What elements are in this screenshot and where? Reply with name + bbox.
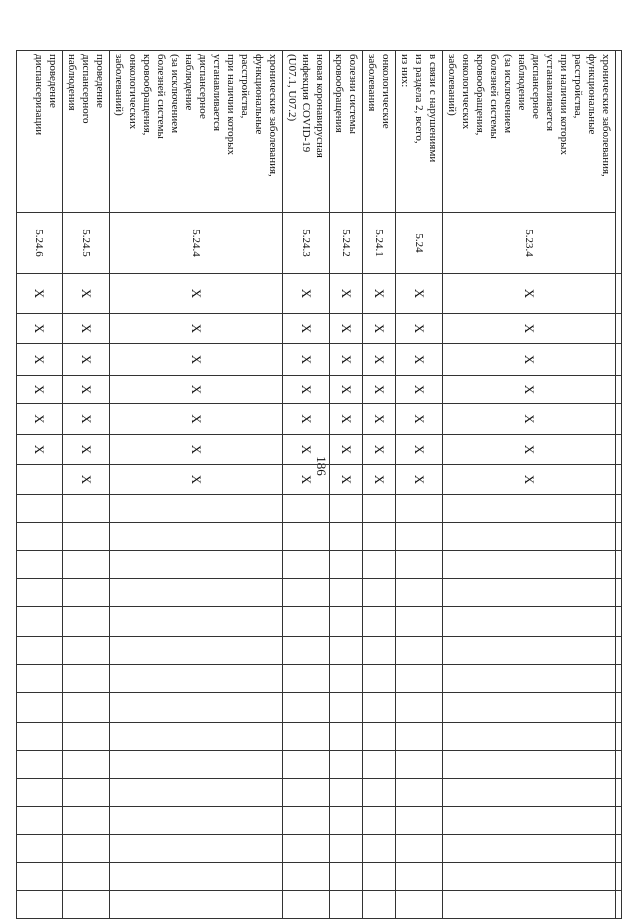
row-label: проведение диспансеризации — [17, 51, 63, 213]
data-cell — [363, 579, 396, 607]
x-mark: Х — [363, 435, 396, 465]
x-mark: Х — [110, 314, 283, 344]
x-mark: Х — [283, 274, 330, 314]
row-label: хронические заболевания, функциональные расстройства, при наличии которых устанавливается диспансерное наблюдение (за исключением болезней системы кровообращения, онкологических заболеваний) — [110, 51, 283, 213]
x-mark: Х — [443, 435, 616, 465]
report-table-container — [32, 50, 622, 904]
x-mark: Х — [330, 274, 363, 314]
x-mark: Х — [63, 435, 110, 465]
data-cell — [443, 863, 616, 891]
data-cell — [363, 607, 396, 637]
x-mark: Х — [443, 465, 616, 495]
data-cell — [396, 863, 443, 891]
x-mark: Х — [396, 376, 443, 404]
table-row — [443, 51, 616, 919]
x-mark: Х — [396, 344, 443, 376]
data-cell — [63, 607, 110, 637]
data-cell — [396, 779, 443, 807]
row-code: 5.24.6 — [17, 213, 63, 274]
data-cell — [330, 863, 363, 891]
x-mark: Х — [443, 404, 616, 435]
data-cell — [283, 579, 330, 607]
data-cell — [330, 751, 363, 779]
row-code: 5.24.2 — [330, 213, 363, 274]
x-mark: Х — [363, 404, 396, 435]
data-cell — [283, 607, 330, 637]
data-cell — [17, 523, 63, 551]
data-cell — [396, 891, 443, 919]
x-mark: Х — [283, 376, 330, 404]
table-row — [363, 51, 396, 919]
x-mark: Х — [363, 465, 396, 495]
x-mark: Х — [63, 404, 110, 435]
row-code: 5.24 — [396, 213, 443, 274]
x-mark: Х — [17, 404, 63, 435]
x-mark: Х — [110, 465, 283, 495]
table-row — [63, 51, 110, 919]
row-code: 5.24.1 — [363, 213, 396, 274]
data-cell — [17, 723, 63, 751]
data-cell — [363, 835, 396, 863]
x-mark: Х — [17, 376, 63, 404]
data-cell — [110, 807, 283, 835]
data-cell — [283, 637, 330, 665]
x-mark: Х — [110, 274, 283, 314]
data-cell — [110, 637, 283, 665]
table-row — [110, 51, 283, 919]
x-mark: Х — [330, 435, 363, 465]
data-cell — [17, 495, 63, 523]
x-mark: Х — [396, 404, 443, 435]
data-cell — [283, 665, 330, 693]
data-cell — [17, 891, 63, 919]
data-cell — [330, 607, 363, 637]
x-mark: Х — [63, 314, 110, 344]
table-row — [283, 51, 330, 919]
data-cell — [283, 891, 330, 919]
page-number: 186 — [314, 456, 329, 476]
x-mark: Х — [283, 314, 330, 344]
data-cell — [330, 891, 363, 919]
data-cell — [330, 779, 363, 807]
data-cell — [110, 891, 283, 919]
data-cell — [110, 523, 283, 551]
x-mark: Х — [443, 376, 616, 404]
data-cell — [283, 523, 330, 551]
report-table — [16, 50, 622, 919]
data-cell — [63, 751, 110, 779]
data-cell — [363, 863, 396, 891]
data-cell — [63, 637, 110, 665]
x-mark: Х — [363, 376, 396, 404]
data-cell — [443, 723, 616, 751]
data-cell — [17, 693, 63, 723]
data-cell — [63, 863, 110, 891]
x-mark: Х — [363, 274, 396, 314]
data-cell — [17, 579, 63, 607]
x-mark: Х — [330, 314, 363, 344]
x-mark: Х — [63, 344, 110, 376]
data-cell — [396, 637, 443, 665]
x-mark: Х — [283, 404, 330, 435]
data-cell — [443, 495, 616, 523]
data-cell — [396, 579, 443, 607]
x-mark: Х — [283, 465, 330, 495]
data-cell — [110, 779, 283, 807]
data-cell — [443, 579, 616, 607]
x-mark: Х — [110, 404, 283, 435]
data-cell — [396, 751, 443, 779]
data-cell — [396, 551, 443, 579]
data-cell — [17, 665, 63, 693]
data-cell — [443, 637, 616, 665]
data-cell — [443, 665, 616, 693]
x-mark: Х — [330, 344, 363, 376]
data-cell — [283, 751, 330, 779]
x-mark: Х — [63, 274, 110, 314]
data-cell — [110, 607, 283, 637]
data-cell — [443, 751, 616, 779]
data-cell — [363, 551, 396, 579]
row-code: 5.24.5 — [63, 213, 110, 274]
data-cell — [330, 693, 363, 723]
data-cell — [110, 495, 283, 523]
row-label: онкологические заболевания — [363, 51, 396, 213]
x-mark: Х — [17, 435, 63, 465]
data-cell — [363, 779, 396, 807]
data-cell — [363, 523, 396, 551]
x-mark: Х — [330, 404, 363, 435]
data-cell — [110, 551, 283, 579]
data-cell — [17, 751, 63, 779]
x-mark: Х — [283, 435, 330, 465]
data-cell — [330, 579, 363, 607]
x-mark: Х — [17, 344, 63, 376]
data-cell — [330, 807, 363, 835]
data-cell — [17, 551, 63, 579]
data-cell — [330, 723, 363, 751]
data-cell — [443, 551, 616, 579]
data-cell — [396, 523, 443, 551]
x-mark: Х — [363, 314, 396, 344]
x-mark: Х — [443, 344, 616, 376]
x-mark: Х — [283, 344, 330, 376]
x-mark: Х — [396, 465, 443, 495]
data-cell — [283, 723, 330, 751]
data-cell — [283, 693, 330, 723]
data-cell — [110, 835, 283, 863]
data-cell — [363, 665, 396, 693]
x-mark: Х — [396, 274, 443, 314]
data-cell — [63, 495, 110, 523]
row-label: проведение диспансерного наблюдения — [63, 51, 110, 213]
row-label: хронические заболевания, функциональные расстройства, при наличии которых устанавливается диспансерное наблюдение (за исключением болезней системы кровообращения, онкологических заболеваний) — [443, 51, 616, 213]
x-mark: Х — [443, 314, 616, 344]
data-cell — [283, 863, 330, 891]
row-code: 5.24.3 — [283, 213, 330, 274]
x-mark: Х — [63, 465, 110, 495]
data-cell — [396, 807, 443, 835]
data-cell — [283, 551, 330, 579]
data-cell — [63, 891, 110, 919]
row-code: 5.23.4 — [443, 213, 616, 274]
data-cell — [443, 607, 616, 637]
row-label: в связи с нарушениями из раздела 2, всего, из них: — [396, 51, 443, 213]
data-cell — [396, 835, 443, 863]
data-cell — [396, 607, 443, 637]
data-cell — [17, 807, 63, 835]
data-cell — [330, 637, 363, 665]
data-cell — [283, 835, 330, 863]
table-top-band — [616, 51, 622, 919]
data-cell — [283, 495, 330, 523]
data-cell — [330, 523, 363, 551]
data-cell — [63, 807, 110, 835]
data-cell — [396, 665, 443, 693]
data-cell — [17, 607, 63, 637]
data-cell — [63, 779, 110, 807]
data-cell — [443, 891, 616, 919]
data-cell — [110, 579, 283, 607]
data-cell — [63, 723, 110, 751]
data-cell — [17, 779, 63, 807]
data-cell — [63, 693, 110, 723]
data-cell — [110, 723, 283, 751]
x-mark: Х — [110, 435, 283, 465]
x-mark: Х — [363, 344, 396, 376]
data-cell — [363, 693, 396, 723]
row-label: новая коронавирусная инфекция COVID-19 (U07.1, U07.2) — [283, 51, 330, 213]
data-cell — [110, 693, 283, 723]
data-cell — [63, 579, 110, 607]
data-cell — [443, 523, 616, 551]
table-row — [396, 51, 443, 919]
table-row — [330, 51, 363, 919]
data-cell — [110, 863, 283, 891]
data-cell — [330, 551, 363, 579]
x-mark: Х — [63, 376, 110, 404]
data-cell — [396, 693, 443, 723]
data-cell — [443, 807, 616, 835]
data-cell — [110, 751, 283, 779]
data-cell — [330, 665, 363, 693]
data-cell — [443, 779, 616, 807]
data-cell — [396, 495, 443, 523]
row-label: болезни системы кровообращения — [330, 51, 363, 213]
data-cell — [363, 495, 396, 523]
data-cell — [63, 665, 110, 693]
data-cell — [443, 835, 616, 863]
data-cell — [63, 523, 110, 551]
x-mark: Х — [330, 376, 363, 404]
data-cell — [17, 863, 63, 891]
data-cell — [363, 751, 396, 779]
data-cell — [443, 693, 616, 723]
data-cell — [363, 807, 396, 835]
data-cell — [17, 835, 63, 863]
data-cell — [283, 779, 330, 807]
x-mark: Х — [17, 274, 63, 314]
data-cell — [17, 637, 63, 665]
row-code: 5.24.4 — [110, 213, 283, 274]
data-cell — [330, 495, 363, 523]
data-cell — [396, 723, 443, 751]
x-mark: Х — [110, 376, 283, 404]
data-cell — [283, 807, 330, 835]
data-cell — [363, 723, 396, 751]
data-cell — [363, 637, 396, 665]
x-mark: Х — [396, 314, 443, 344]
data-cell — [330, 835, 363, 863]
x-mark: Х — [443, 274, 616, 314]
x-mark: Х — [17, 314, 63, 344]
data-cell — [63, 551, 110, 579]
x-mark — [17, 465, 63, 495]
data-cell — [110, 665, 283, 693]
x-mark: Х — [110, 344, 283, 376]
x-mark: Х — [396, 435, 443, 465]
table-row — [17, 51, 63, 919]
x-mark: Х — [330, 465, 363, 495]
data-cell — [363, 891, 396, 919]
data-cell — [63, 835, 110, 863]
